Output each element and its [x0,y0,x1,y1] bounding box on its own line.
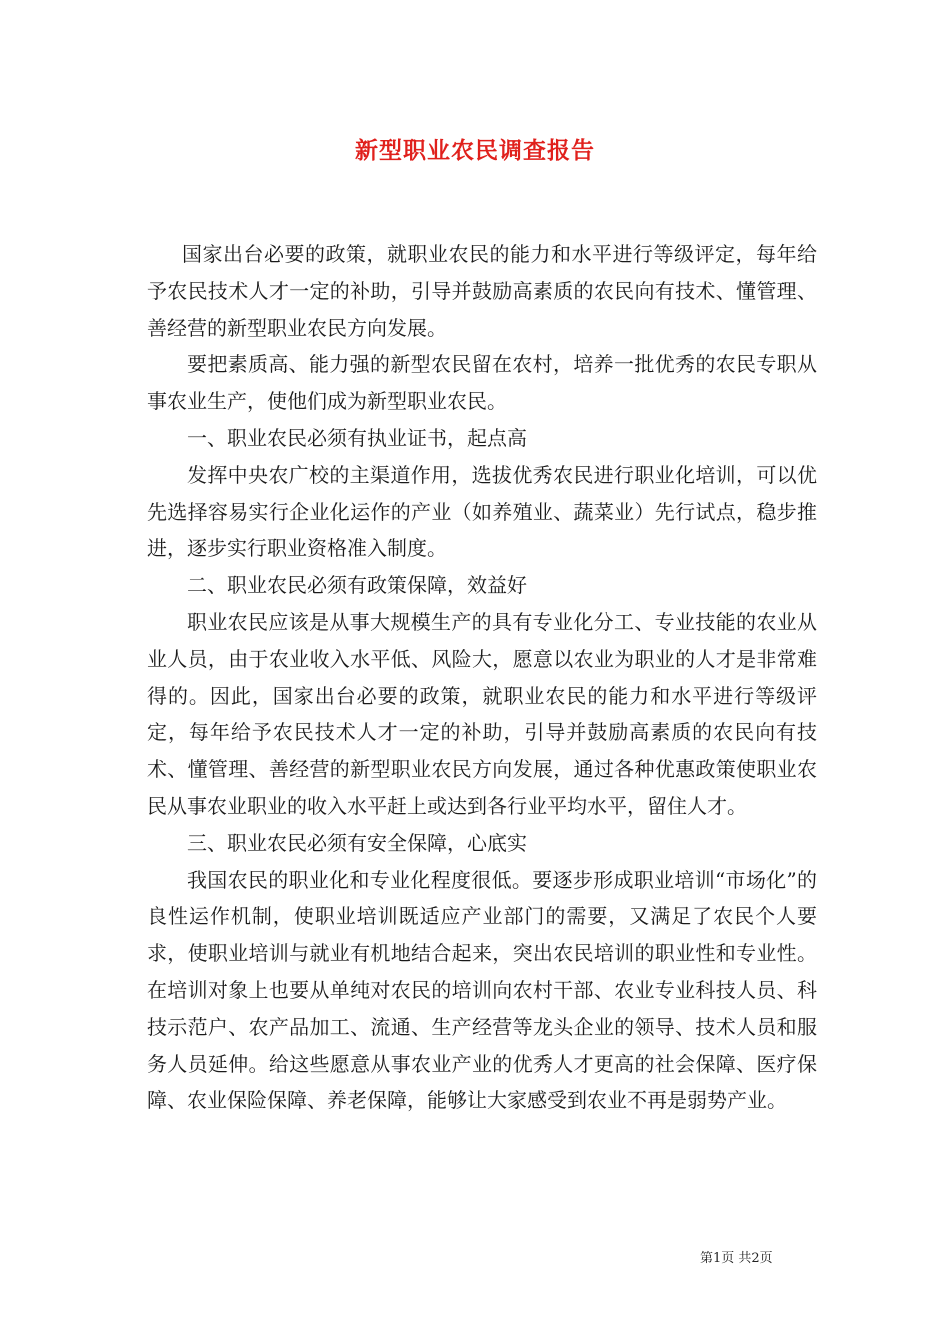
section-heading-3: 三、职业农民必须有安全保障，心底实 [187,830,527,855]
section-heading-2: 二、职业农民必须有政策保障，效益好 [187,573,527,598]
page-number: 第1页 共2页 [700,1251,773,1266]
paragraph-intro: 国家出台必要的政策，就职业农民的能力和水平进行等级评定，每年给予农民技术人才一定的补助，引导并鼓励高素质的农民向有技术、懂管理、善经营的新型职业农民方向发展。 [147,242,817,340]
paragraph-section-1: 发挥中央农广校的主渠道作用，选拔优秀农民进行职业化培训，可以优先选择容易实行企业化运作的产业（如养殖业、蔬菜业）先行试点，稳步推进，逐步实行职业资格准入制度。 [147,462,817,561]
paragraph-retain: 要把素质高、能力强的新型农民留在农村，培养一批优秀的农民专职从事农业生产，使他们成为新型职业农民。 [147,352,817,414]
paragraph-section-3: 我国农民的职业化和专业化程度很低。要逐步形成职业培训“市场化”的良性运作机制，使职业培训既适应产业部门的需要，又满足了农民个人要求，使职业培训与就业有机地结合起来，突出农民培训的职业性和专业性。在培训对象上也要从单纯对农民的培训向农村干部、农业专业科技人员、科技示范户、农产品加工、流通、生产经营等龙头企业的领导、技术人员和服务人员延伸。给这些愿意从事农业产业的优秀人才更高的社会保障、医疗保障、农业保险保障、养老保障，能够让大家感受到农业不再是弱势产业。 [147,867,817,1113]
paragraph-section-2: 职业农民应该是从事大规模生产的具有专业化分工、专业技能的农业从业人员，由于农业收入水平低、风险大，愿意以农业为职业的人才是非常难得的。因此，国家出台必要的政策，就职业农民的能力和水平进行等级评定，每年给予农民技术人才一定的补助，引导并鼓励高素质的农民向有技术、懂管理、善经营的新型职业农民方向发展，通过各种优惠政策使职业农民从事农业职业的收入水平赶上或达到各行业平均水平，留住人才。 [147,609,817,818]
document-title: 新型职业农民调查报告 [355,138,595,164]
section-heading-1: 一、职业农民必须有执业证书，起点高 [187,425,527,450]
document-body [147,236,817,1119]
